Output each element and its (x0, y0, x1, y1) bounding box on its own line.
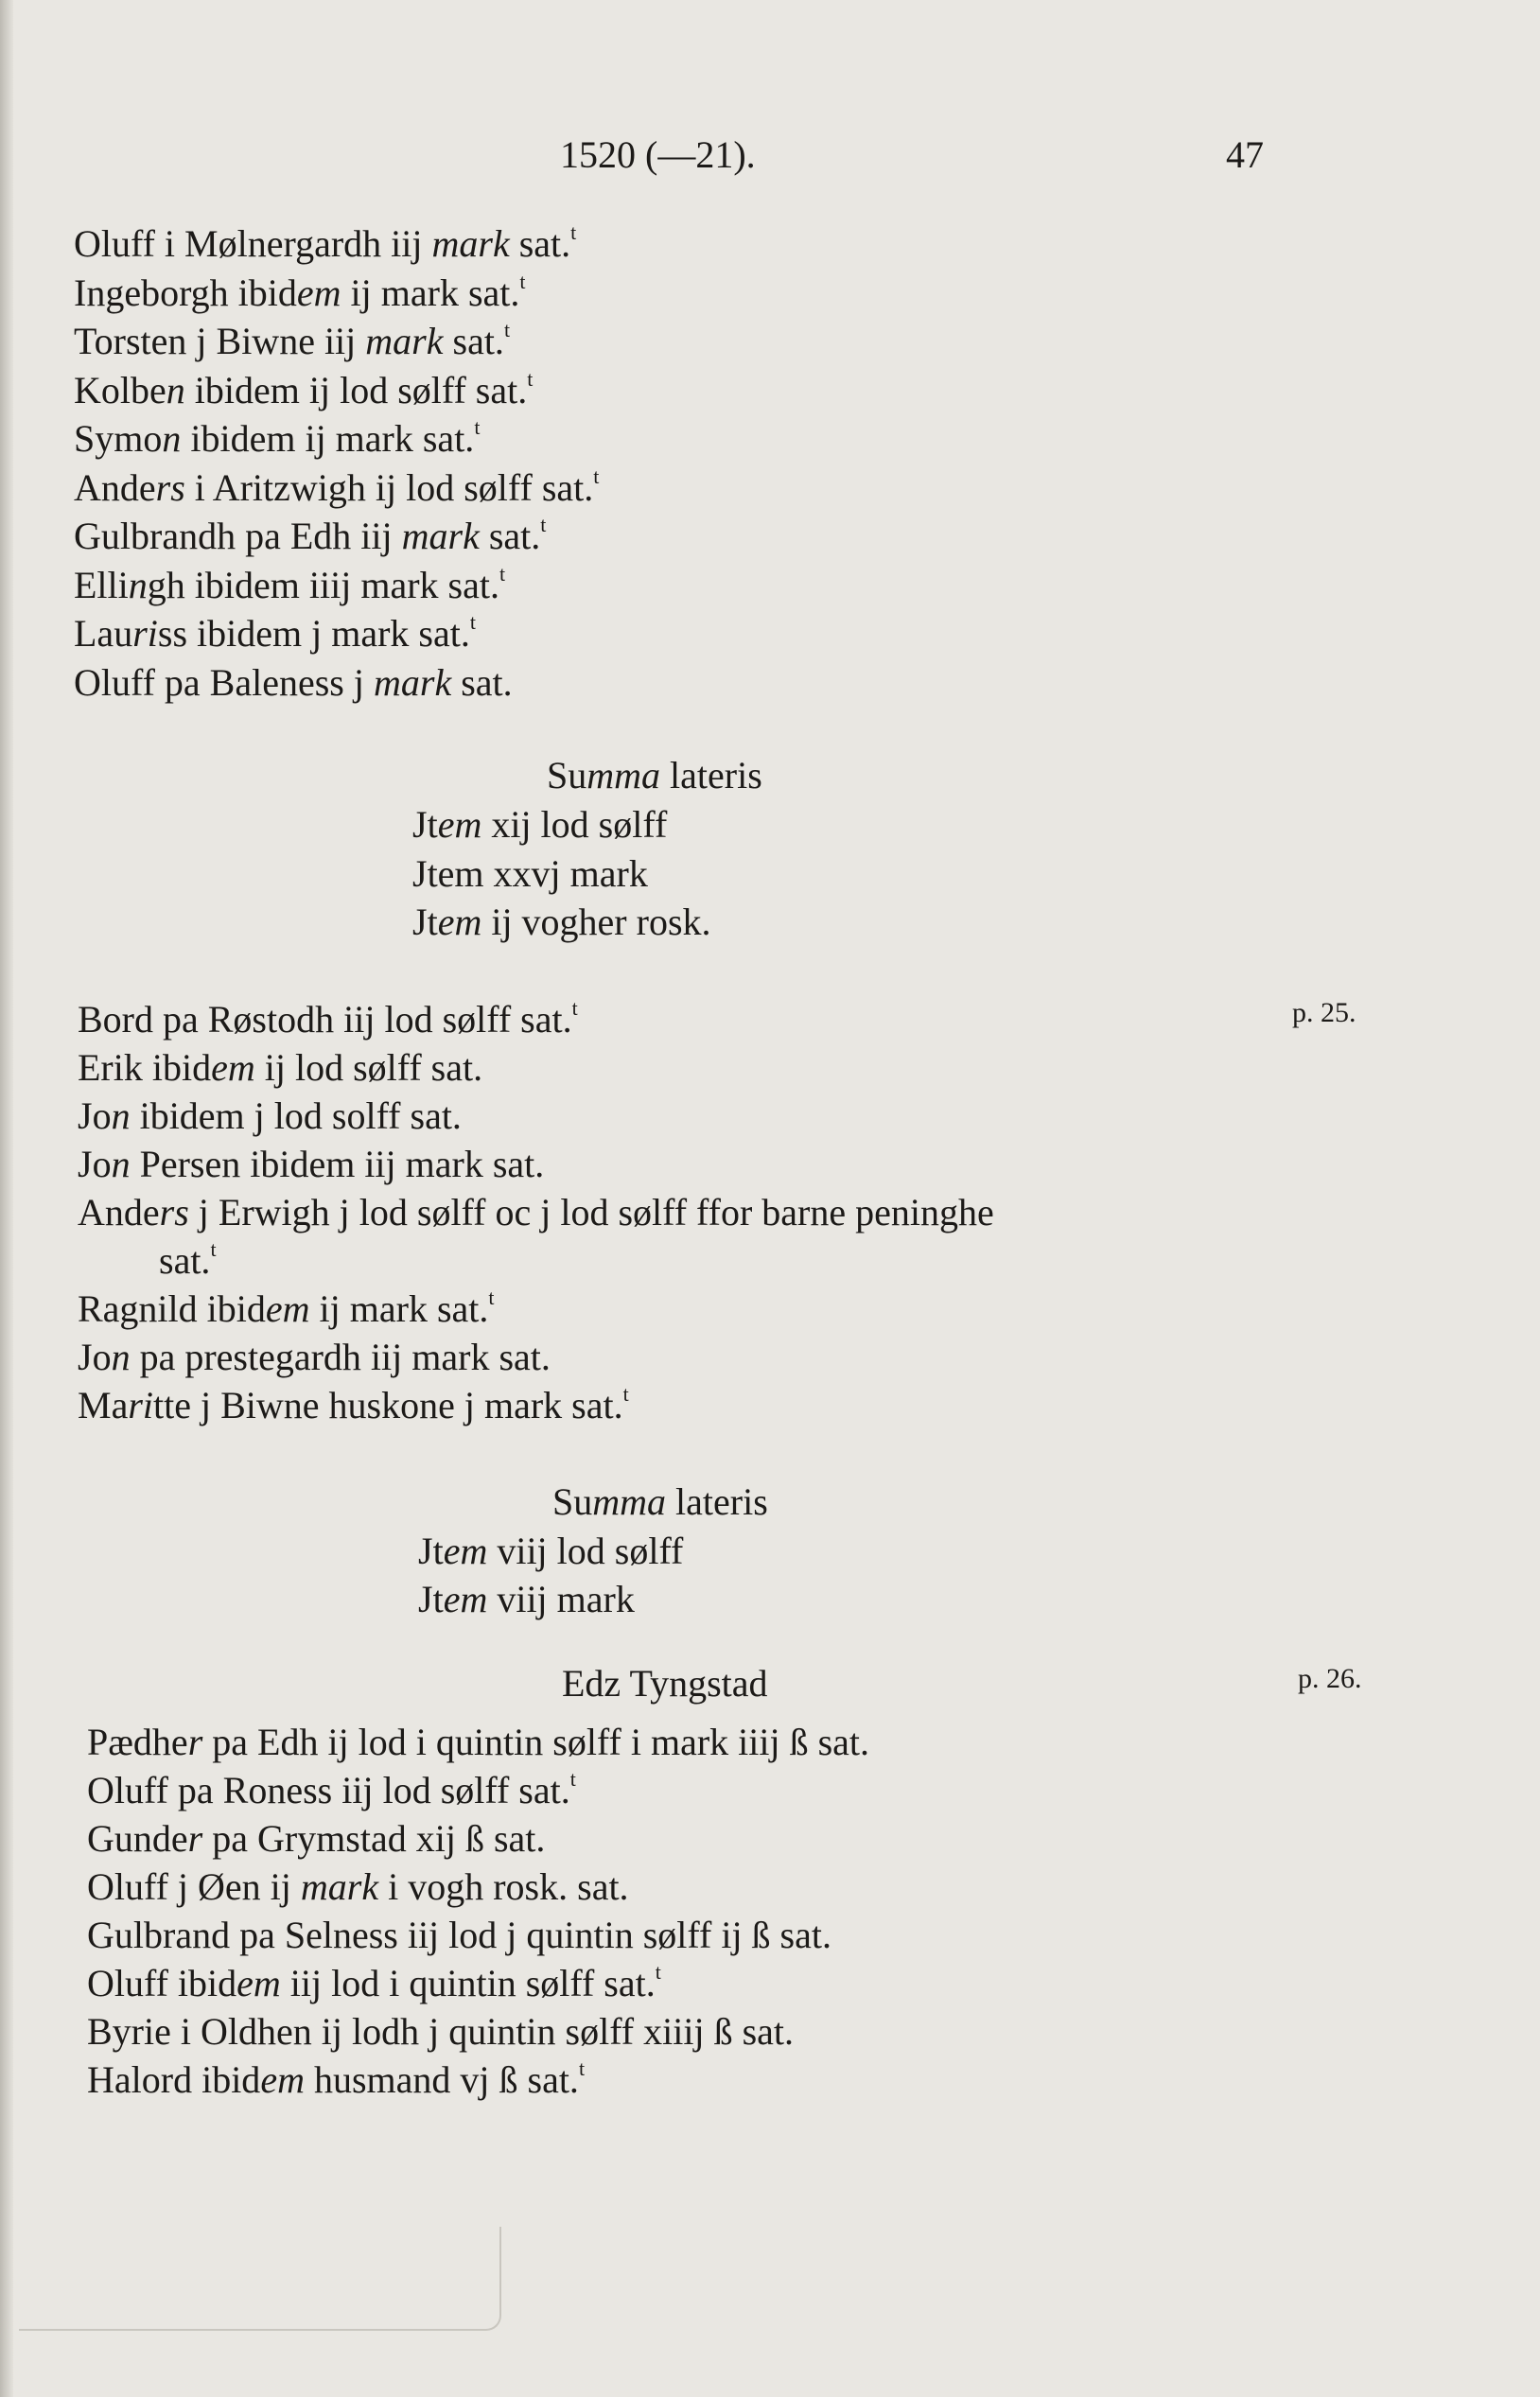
summa-heading (552, 1480, 768, 1523)
text-run: sat. (509, 222, 571, 265)
summa-heading (547, 754, 762, 796)
entry-line (87, 2056, 586, 2101)
page-edge (0, 0, 13, 2397)
text-run: Su (552, 1480, 593, 1523)
summa-item (418, 1532, 683, 1570)
text-run: Bord pa Røstodh iij lod sølff sat. (78, 998, 572, 1041)
text-run: Torsten j Biwne iij (74, 320, 366, 362)
entry-line (74, 269, 526, 314)
text-run: ij vogher rosk. (481, 901, 711, 943)
footnote-mark: t (569, 1767, 576, 1791)
text-run: Elli (74, 563, 129, 606)
text-run: ibidem j lod solff sat. (130, 1094, 462, 1137)
text-run: em (443, 1530, 488, 1572)
text-run: Erik ibid (78, 1046, 212, 1089)
page-header-title: 1520 (—21). (560, 133, 756, 176)
text-run: pa Grymstad xij ß sat. (202, 1817, 546, 1860)
text-run: ij mark sat. (341, 271, 520, 314)
page-number: 47 (1226, 133, 1264, 176)
entry-line (78, 1286, 495, 1330)
text-run: ij mark sat. (309, 1287, 489, 1330)
text-run: Symo (74, 417, 163, 460)
text-run: Jt (418, 1530, 444, 1572)
text-run: mark (373, 660, 452, 704)
entry-line (74, 318, 511, 362)
text-run: j Erwigh j lod sølff oc j lod sølff ffor barne peninghe (188, 1191, 994, 1233)
text-run: Ragnild ibid (78, 1287, 266, 1330)
summa-item (412, 851, 648, 895)
text-run: Oluff pa Baleness j (74, 660, 374, 704)
text-run: i vogh rosk. sat. (378, 1865, 629, 1908)
text-run: Halord ibid (87, 2058, 261, 2101)
text-run: Jt (418, 1578, 444, 1620)
text-run: Gulbrandh pa Edh iij (74, 515, 402, 557)
text-run: sat. (159, 1239, 211, 1282)
entry-line (74, 220, 577, 265)
text-run: pa Edh ij lod i quintin sølff i mark iiij ß sat. (202, 1721, 870, 1763)
text-run: pa prestegardh iij mark sat. (130, 1336, 551, 1378)
text-run: mark (300, 1865, 379, 1908)
entry-line (74, 561, 506, 606)
text-run: r (187, 1817, 203, 1860)
text-run: Jtem xxvj mark (412, 851, 648, 895)
text-run: husmand vj ß sat. (304, 2058, 579, 2101)
entry-line (87, 1723, 869, 1761)
entry-line (74, 513, 547, 557)
footnote-mark: t (571, 996, 578, 1020)
text-run: mark (365, 320, 444, 362)
margin-page-note: p. 25. (1292, 997, 1356, 1028)
text-run: rs (155, 465, 185, 509)
entry-line (87, 2010, 795, 2053)
text-run: Jt (412, 803, 438, 846)
footnote-mark: t (488, 1286, 495, 1309)
entry-line (74, 660, 513, 704)
entry-line (78, 1191, 994, 1233)
entry-line (78, 1094, 462, 1137)
text-run: n (166, 368, 185, 411)
entry-line (87, 1916, 831, 1954)
text-run: ri (128, 1384, 154, 1426)
footnote-mark: t (622, 1382, 629, 1406)
text-run: sat. (451, 660, 513, 704)
text-run: Ma (78, 1384, 129, 1426)
text-run: n (128, 563, 148, 606)
footnote-mark: t (210, 1237, 217, 1261)
text-run: Su (547, 754, 587, 796)
text-run: i Aritzwigh ij lod sølff sat. (184, 465, 594, 509)
footnote-mark: t (578, 2056, 586, 2080)
text-run: Jt (412, 901, 438, 943)
entry-line (87, 1865, 629, 1908)
text-run: mma (586, 754, 661, 796)
text-run: em (437, 901, 482, 943)
text-run: n (111, 1143, 131, 1185)
text-run: em (443, 1578, 488, 1620)
entry-line (74, 415, 481, 460)
entry-line (74, 610, 476, 655)
text-run: Pædhe (87, 1721, 188, 1763)
footnote-mark: t (499, 561, 506, 586)
text-run: ri (132, 612, 158, 655)
text-run: mark (431, 222, 510, 265)
entry-line (74, 366, 534, 411)
text-run: Lau (74, 612, 133, 655)
text-run: tte j Biwne huskone j mark sat. (153, 1384, 623, 1426)
text-run: Ande (78, 1191, 160, 1233)
text-run: Oluff j Øen ij (87, 1865, 301, 1908)
text-run: Gunde (87, 1817, 188, 1860)
text-run: Oluff i Mølnergardh iij (74, 222, 432, 265)
page-corner-mark (19, 2227, 501, 2331)
text-run: Gulbrand pa Selness iij lod j quintin sølff ij ß sat. (87, 1914, 831, 1956)
text-run: em (236, 1962, 281, 2004)
summa-item (412, 803, 668, 846)
footnote-mark: t (527, 366, 534, 391)
text-run: em (265, 1287, 310, 1330)
entry-line (78, 1382, 629, 1426)
text-run: Kolbe (74, 368, 166, 411)
text-run: em (296, 271, 341, 314)
text-run: n (111, 1336, 131, 1378)
text-run: Ande (74, 465, 156, 509)
text-run: em (211, 1046, 255, 1089)
footnote-mark: t (593, 464, 600, 488)
text-run: rs (159, 1191, 189, 1233)
text-run: lateris (660, 754, 762, 796)
text-run: Ingeborgh ibid (74, 271, 297, 314)
text-run: em (437, 803, 482, 846)
summa-item (412, 903, 711, 941)
entry-line (78, 1046, 483, 1089)
footnote-mark: t (469, 610, 476, 634)
text-run: xij lod sølff (481, 803, 668, 846)
entry-line (78, 996, 578, 1041)
footnote-mark: t (540, 513, 547, 536)
text-run: n (162, 417, 182, 460)
text-run: Jo (78, 1143, 112, 1185)
text-run: Jo (78, 1094, 112, 1137)
text-run: ibidem ij lod sølff sat. (184, 368, 528, 411)
text-run: mma (592, 1480, 667, 1523)
footnote-mark: t (519, 269, 526, 293)
entry-line (78, 1143, 545, 1185)
text-run: iij lod i quintin sølff sat. (280, 1962, 656, 2004)
entry-line (78, 1338, 551, 1376)
text-run: sat. (443, 320, 504, 362)
footnote-mark: t (474, 415, 481, 439)
text-run: viij mark (487, 1578, 635, 1620)
text-run: Oluff pa Roness iij lod sølff sat. (87, 1769, 570, 1811)
summa-item (418, 1578, 635, 1620)
footnote-mark: t (655, 1960, 661, 1984)
entry-line (159, 1237, 217, 1282)
text-run: Oluff ibid (87, 1962, 237, 2004)
footnote-mark: t (570, 220, 577, 244)
text-run: Jo (78, 1336, 112, 1378)
text-run: lateris (666, 1480, 768, 1523)
margin-page-note: p. 26. (1298, 1663, 1362, 1694)
entry-line (87, 1767, 576, 1811)
text-run: Persen ibidem iij mark sat. (130, 1143, 545, 1185)
footnote-mark: t (503, 318, 511, 341)
text-run: em (260, 2058, 305, 2101)
text-run: sat. (479, 515, 541, 557)
text-run: ij lod sølff sat. (254, 1046, 483, 1089)
text-run: n (111, 1094, 131, 1137)
text-run: ss ibidem j mark sat. (157, 612, 470, 655)
text-run: gh ibidem iiij mark sat. (147, 563, 499, 606)
text-run: mark (401, 515, 480, 557)
text-run: Byrie i Oldhen ij lodh j quintin sølff xiiij ß sat. (87, 2010, 795, 2053)
entry-line (74, 464, 600, 509)
text-run: r (187, 1721, 203, 1763)
entry-line (87, 1817, 546, 1860)
text-run: viij lod sølff (487, 1530, 684, 1572)
section-heading: Edz Tyngstad (562, 1662, 768, 1705)
text-run: ibidem ij mark sat. (181, 417, 475, 460)
entry-line (87, 1960, 661, 2004)
